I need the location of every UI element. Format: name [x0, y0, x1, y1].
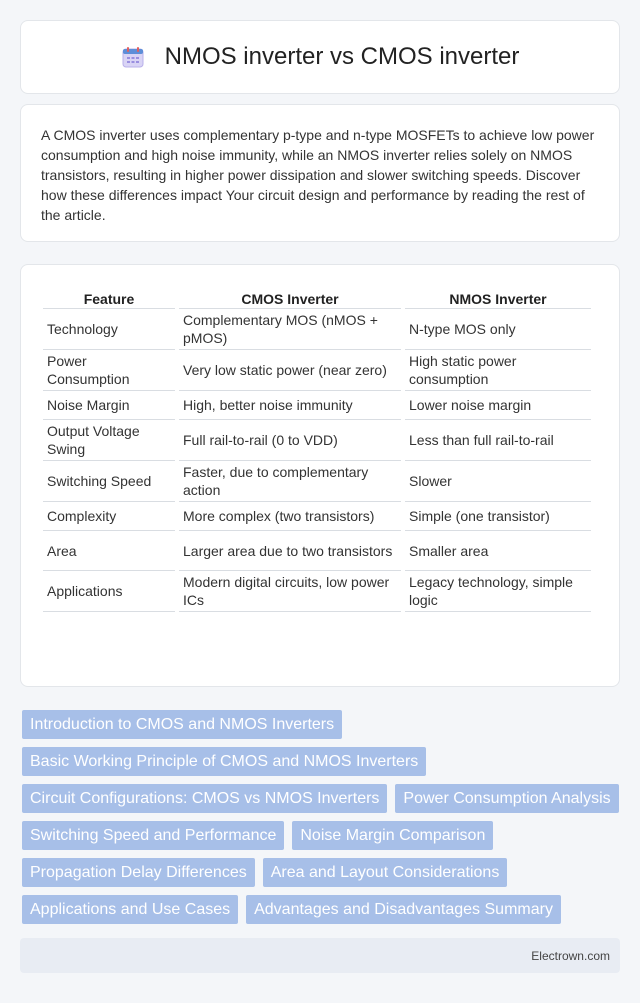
title-card — [20, 20, 620, 94]
table-cell: Larger area due to two transistors — [179, 531, 401, 571]
table-cell: Output Voltage Swing — [43, 420, 175, 461]
table-cell: Smaller area — [405, 531, 591, 571]
table-cell: Technology — [43, 309, 175, 350]
table-cell: Complexity — [43, 502, 175, 531]
table-cell: Slower — [405, 461, 591, 502]
table-cell: Modern digital circuits, low power ICs — [179, 571, 401, 612]
topic-tag-area-layout[interactable]: Area and Layout Considerations — [263, 858, 508, 887]
topic-tag-noise-margin[interactable]: Noise Margin Comparison — [292, 821, 493, 850]
topic-tag-propagation-delay[interactable]: Propagation Delay Differences — [22, 858, 255, 887]
table-cell: Very low static power (near zero) — [179, 350, 401, 391]
table-cell: High static power consumption — [405, 350, 591, 391]
footer-site-name: Electrown.com — [531, 948, 610, 963]
page-title: NMOS inverter vs CMOS inverter — [164, 43, 520, 70]
table-cell: Noise Margin — [43, 391, 175, 420]
table-cell: More complex (two transistors) — [179, 502, 401, 531]
table-row — [43, 350, 591, 391]
table-cell: Less than full rail-to-rail — [405, 420, 591, 461]
topic-tag-advantages-summary[interactable]: Advantages and Disadvantages Summary — [246, 895, 561, 924]
topic-tag-power-consumption[interactable]: Power Consumption Analysis — [395, 784, 618, 813]
intro-card — [20, 104, 620, 242]
intro-text: A CMOS inverter uses complementary p-type and n-type MOSFETs to achieve low power consumption and high noise immunity, while an NMOS inverter relies solely on NMOS transistors, resulting in higher power dissipation and slower switching speeds. Discover how these differences impact Your circuit design and performance by reading the rest of the article. — [41, 127, 595, 223]
table-header-nmos: NMOS Inverter — [405, 285, 591, 309]
table-cell: Power Consumption — [43, 350, 175, 391]
table-row — [43, 571, 591, 612]
table-cell: Applications — [43, 571, 175, 612]
comparison-table — [39, 285, 595, 612]
table-cell: Complementary MOS (nMOS + pMOS) — [179, 309, 401, 350]
topic-tag-circuit-configurations[interactable]: Circuit Configurations: CMOS vs NMOS Inverters — [22, 784, 387, 813]
table-header-feature: Feature — [43, 285, 175, 309]
topic-tag-switching-speed[interactable]: Switching Speed and Performance — [22, 821, 284, 850]
table-row — [43, 391, 591, 420]
table-cell: Simple (one transistor) — [405, 502, 591, 531]
comparison-table-card — [20, 264, 620, 687]
calendar-icon — [121, 45, 145, 69]
table-cell: High, better noise immunity — [179, 391, 401, 420]
topic-tag-applications[interactable]: Applications and Use Cases — [22, 895, 238, 924]
table-cell: N-type MOS only — [405, 309, 591, 350]
table-cell: Full rail-to-rail (0 to VDD) — [179, 420, 401, 461]
table-cell: Switching Speed — [43, 461, 175, 502]
topic-tags — [22, 710, 622, 932]
table-cell: Area — [43, 531, 175, 571]
table-cell: Lower noise margin — [405, 391, 591, 420]
table-cell: Legacy technology, simple logic — [405, 571, 591, 612]
table-row — [43, 461, 591, 502]
table-header-cmos: CMOS Inverter — [179, 285, 401, 309]
table-cell: Faster, due to complementary action — [179, 461, 401, 502]
topic-tag-working-principle[interactable]: Basic Working Principle of CMOS and NMOS Inverters — [22, 747, 426, 776]
footer — [20, 938, 620, 973]
table-row — [43, 502, 591, 531]
table-row — [43, 420, 591, 461]
topic-tag-introduction[interactable]: Introduction to CMOS and NMOS Inverters — [22, 710, 342, 739]
table-row — [43, 531, 591, 571]
table-row — [43, 309, 591, 350]
